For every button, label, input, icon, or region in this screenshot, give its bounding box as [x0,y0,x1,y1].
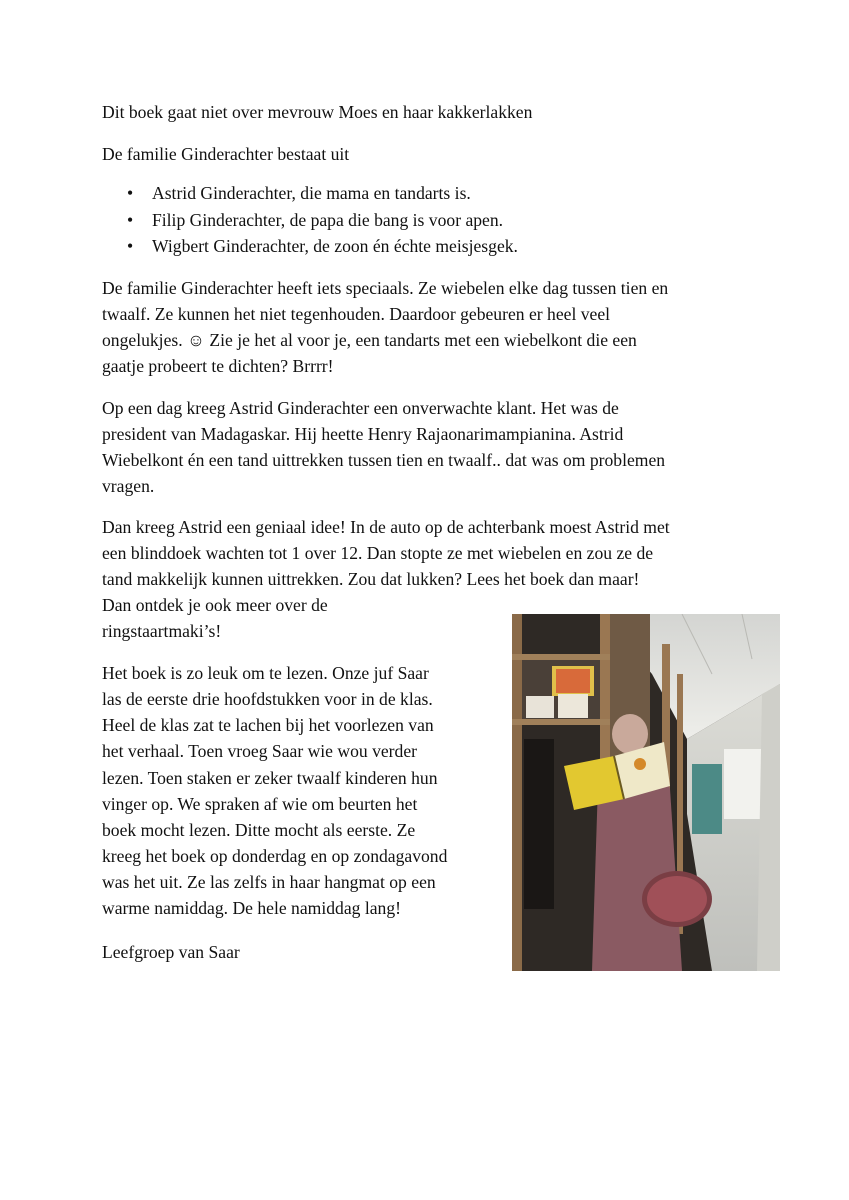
text-line: Op een dag kreeg Astrid Ginderachter een onverwachte klant. Het was de [102,398,619,418]
family-intro: De familie Ginderachter bestaat uit [102,144,350,164]
text-line: vinger op. We spraken af wie om beurten het [102,794,418,814]
text-line: warme namiddag. De hele namiddag lang! [102,898,401,918]
text-line: tand makkelijk kunnen uittrekken. Zou dat lukken? Lees het boek dan maar! [102,569,640,589]
text-line: twaalf. Ze kunnen het niet tegenhouden. Daardoor gebeuren er heel veel [102,304,611,324]
text-line: ongelukjes. ☺ Zie je het al voor je, een tandarts met een wiebelkont die een [102,330,637,350]
text-line: Dan kreeg Astrid een geniaal idee! In de auto op de achterbank moest Astrid met [102,517,670,537]
list-item: • Wigbert Ginderachter, de zoon én échte meisjesgek. [102,233,518,260]
text-line: ringstaartmaki’s! [102,621,222,641]
opening-line: Dit boek gaat niet over mevrouw Moes en haar kakkerlakken [102,102,533,122]
text-line: was het uit. Ze las zelfs in haar hangmat op een [102,872,436,892]
text-line: Het boek is zo leuk om te lezen. Onze juf Saar [102,663,429,683]
text-line: Wiebelkont én een tand uittrekken tussen tien en twaalf.. dat was om problemen [102,450,666,470]
text-line: vragen. [102,476,155,496]
text-line: een blinddoek wachten tot 1 over 12. Dan stopte ze met wiebelen en zou ze de [102,543,654,563]
text-line: Dan ontdek je ook meer over de [102,595,328,615]
text-line: De familie Ginderachter heeft iets speciaals. Ze wiebelen elke dag tussen tien en [102,278,669,298]
signature: Leefgroep van Saar [102,942,240,962]
photo-girl-reading-book [512,614,780,971]
list-item: • Filip Ginderachter, de papa die bang is voor apen. [102,207,518,234]
text-line: las de eerste drie hoofdstukken voor in de klas. [102,689,433,709]
text-line: het verhaal. Toen vroeg Saar wie wou verder [102,741,418,761]
list-item: • Astrid Ginderachter, die mama en tandarts is. [102,180,518,207]
text-line: gaatje probeert te dichten? Brrrr! [102,356,334,376]
text-line: Heel de klas zat te lachen bij het voorlezen van [102,715,434,735]
text-line: kreeg het boek op donderdag en op zondagavond [102,846,448,866]
text-line: lezen. Toen staken er zeker twaalf kinderen hun [102,768,438,788]
family-member-list [102,180,518,260]
text-line: boek mocht lezen. Ditte mocht als eerste. Ze [102,820,416,840]
text-line: president van Madagaskar. Hij heette Henry Rajaonarimampianina. Astrid [102,424,624,444]
